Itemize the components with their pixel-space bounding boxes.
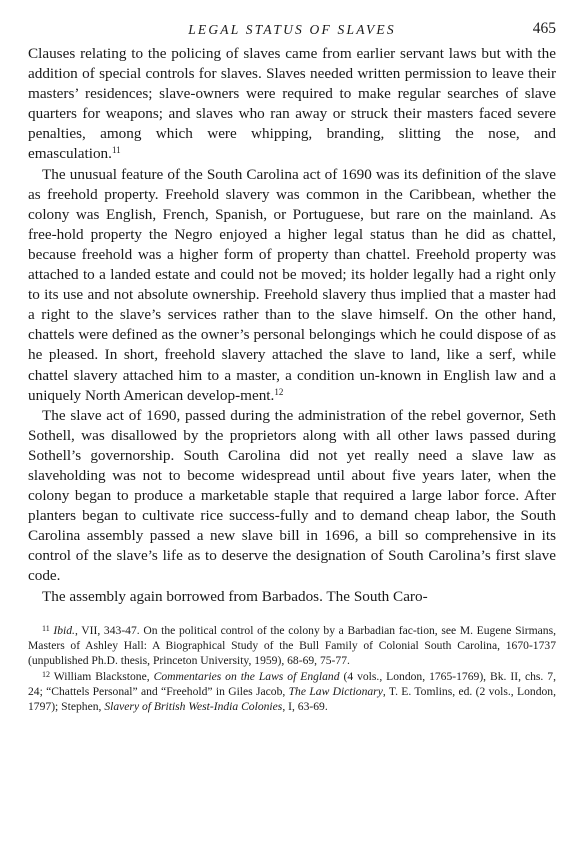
paragraph-4 bbox=[28, 587, 556, 607]
book-page bbox=[28, 18, 556, 714]
page-number: 465 bbox=[532, 20, 556, 37]
footnote-text: (4 vols., London, 1765-1769), Bk. II, chs. 7, 24; “Chattels Personal” and “Freehold” in Giles Jacob, bbox=[28, 669, 556, 698]
footnote-text: , I, 63-69. bbox=[282, 700, 328, 714]
footnote-11 bbox=[28, 623, 556, 669]
footnote-reference-12[interactable]: 12 bbox=[274, 386, 284, 397]
footnote-text: , VII, 343-47. On the political control of the colony by a Barbadian fac-tion, see M. Eugene Sirmans, Masters of Ashley Hall: A Biographical Study of the Bull Family of Colonial South Carolina, 1670-1737 (unpublished Ph.D. thesis, Princeton University, 1959), 68-69, 75-77. bbox=[28, 623, 556, 668]
footnote-reference-11[interactable]: 11 bbox=[111, 145, 121, 156]
paragraph-text: The unusual feature of the South Carolina act of 1690 was its definition of the slave as freehold property. Freehold slavery was common in the Caribbean, whether the colony was English, French, Spanish, or Portuguese, but rare on the mainland. As free-hold property the Negro enjoyed a higher legal status than he did as chattel, because freehold was a higher form of property than chattel. Freehold property was attached to a landed estate and could not be moved; its holder legally had a right only to its use and not absolute ownership. Freehold slavery thus implied that a master had a right to the slave’s services rather than to the slave himself. On the other hand, chattels were defined as the owner’s personal belongings which he could dispose of as he pleased. In short, freehold slavery attached the slave to land, like a serf, while chattel slavery attached him to a master, a condition un-known in English law and a uniquely North American develop-ment. bbox=[28, 165, 556, 404]
footnote-text: , T. E. Tomlins, ed. (2 vols., London, 1797); Stephen, bbox=[28, 684, 556, 714]
paragraph-2 bbox=[28, 165, 556, 406]
paragraph-1 bbox=[28, 44, 556, 165]
footnote-italic: Slavery of British West-India Colonies bbox=[104, 700, 283, 714]
page-header bbox=[28, 18, 556, 44]
footnote-italic: Commentaries on the Laws of England bbox=[153, 669, 340, 683]
footnote-text: William Blackstone, bbox=[53, 669, 154, 683]
footnote-mark: 12 bbox=[42, 669, 50, 679]
footnote-italic: Ibid. bbox=[53, 623, 75, 637]
footnote-12 bbox=[28, 669, 556, 715]
footnote-mark: 11 bbox=[42, 623, 50, 633]
paragraph-text: Clauses relating to the policing of slaves came from earlier servant laws but with the addition of special controls for slaves. Slaves needed written permission to leave their masters’ residences; slave-owners were required to make regular searches of slave quarters for weapons; and slaves who ran away or struck their masters faced severe penalties, among which were whipping, branding, slitting the nose, and emasculation. bbox=[28, 45, 556, 163]
footnotes bbox=[28, 623, 556, 715]
running-head: LEGAL STATUS OF SLAVES bbox=[188, 22, 396, 37]
paragraph-text: The slave act of 1690, passed during the administration of the rebel governor, Seth Sothell, was disallowed by the proprietors along with all other laws passed during Sothell’s governorship. South Carolina did not yet really need a slave law as slaveholding was not to become widespread until about five years later, when the colony began to produce a marketable staple that required a large labor force. After planters began to cultivate rice success-fully and to demand cheap labor, the South Carolina assembly passed a new slave bill in 1696, a bill so comprehensive in its control of the slave’s life as to deserve the designation of South Carolina’s first slave code. bbox=[28, 406, 556, 585]
paragraph-3 bbox=[28, 406, 556, 587]
paragraph-text: The assembly again borrowed from Barbados. The South Caro- bbox=[42, 587, 428, 605]
body-text bbox=[28, 44, 556, 607]
footnote-italic: The Law Dictionary bbox=[288, 684, 383, 698]
